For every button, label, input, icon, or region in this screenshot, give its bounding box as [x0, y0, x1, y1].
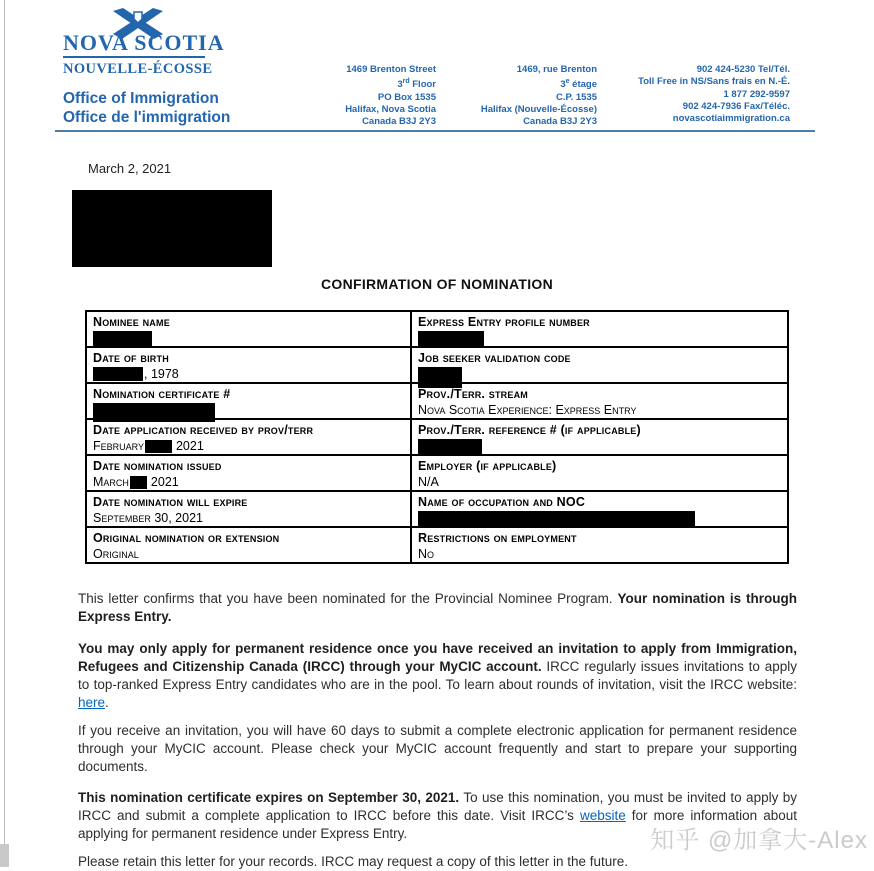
scrollbar-fragment: [0, 844, 9, 867]
cell-employer: [411, 455, 788, 491]
redacted-value: [418, 331, 484, 348]
logo-wordmark-en: NOVA SCOTIA: [63, 30, 225, 55]
logo-wordmark-fr: NOUVELLE-ÉCOSSE: [63, 61, 213, 77]
tollfree-line: Toll Free in NS/Sans frais en N.-É.: [638, 76, 790, 88]
cell-date-issued: [86, 455, 411, 491]
text-run: 2021: [150, 475, 179, 489]
field-label: Nomination certificate #: [93, 387, 231, 401]
field-label: Express Entry profile number: [418, 315, 590, 329]
letter-title: CONFIRMATION OF NOMINATION: [320, 276, 554, 292]
screenshot-left-edge-line: [4, 0, 5, 867]
table-row: [86, 491, 788, 527]
cell-job-seeker-code: [411, 347, 788, 383]
field-value: N/A: [418, 475, 439, 489]
field-label: Name of occupation and NOC: [418, 495, 586, 509]
cell-ee-profile-number: [411, 311, 788, 347]
website-line: novascotiaimmigration.ca: [672, 113, 790, 125]
field-label: Date application received by prov/terr: [93, 423, 314, 437]
text-run: 3: [397, 79, 403, 91]
address-line: [481, 76, 597, 91]
bold-run: You may only apply for permanent residence once you have received an invitation to apply from Immigration, Refugees and Citizenship Canada (IRCC) through your MyCIC account.: [78, 641, 797, 674]
table-row: [86, 419, 788, 455]
cell-date-received: [86, 419, 411, 455]
paragraph-60-days: [78, 722, 797, 776]
address-line: [345, 76, 436, 91]
cell-nominee-name: [86, 311, 411, 347]
field-value: [93, 439, 404, 454]
paragraph-confirmation: [78, 590, 797, 626]
fax-line: 902 424-7936 Fax/Téléc.: [682, 100, 790, 112]
link-ircc-rounds[interactable]: here: [78, 695, 106, 710]
text-run: IRCC regularly issues invitations to apply to top-ranked Express Entry candidates who are in the pool. To learn about rounds of invitation, visit the IRCC website:: [78, 659, 797, 692]
field-value: No: [418, 547, 435, 561]
field-value: Nova Scotia Experience: Express Entry: [418, 403, 637, 417]
text-run: To use this nomination, you must be invited to apply by IRCC and submit a complete application to IRCC before this date. Visit IRCC’s: [78, 790, 797, 823]
address-english: [345, 64, 436, 129]
address-line: 1469, rue Brenton: [516, 64, 597, 75]
field-value: September 30, 2021: [93, 511, 203, 525]
logo-office-fr: Office de l'immigration: [63, 109, 231, 126]
link-ircc-website[interactable]: website: [579, 808, 626, 823]
field-value: [93, 367, 404, 382]
cell-restrictions: [411, 527, 788, 563]
text-run: étage: [569, 79, 597, 91]
redacted-value: [130, 476, 147, 489]
text-run: February: [93, 439, 144, 453]
text-run: for more information about applying for permanent residence under Express Entry.: [78, 808, 797, 841]
cell-original-extension: [86, 527, 411, 563]
bold-run: This nomination certificate expires on September 30, 2021.: [78, 790, 460, 805]
redacted-recipient-block: [72, 190, 272, 267]
redacted-value: [145, 440, 172, 453]
contact-column: [638, 64, 790, 125]
address-line: PO Box 1535: [377, 91, 436, 103]
field-label: Employer (if applicable): [418, 459, 557, 473]
table-row: [86, 455, 788, 491]
address-line: Canada B3J 2Y3: [362, 116, 436, 128]
field-label: Prov./Terr. reference # (if applicable): [418, 423, 641, 437]
logo-office-en: Office of Immigration: [63, 90, 219, 107]
phone-line: 902 424-5230 Tel/Tél.: [696, 64, 790, 75]
cell-reference-number: [411, 419, 788, 455]
nomination-table: [85, 310, 789, 564]
letterhead-rule: [55, 130, 815, 132]
text-run: .: [105, 695, 109, 710]
redacted-value: [93, 331, 152, 348]
field-label: Job seeker validation code: [418, 351, 571, 365]
ordinal-superscript: rd: [402, 78, 410, 86]
field-label: Restrictions on employment: [418, 531, 577, 545]
field-value: [93, 475, 404, 490]
cell-date-of-birth: [86, 347, 411, 383]
cell-certificate-number: [86, 383, 411, 419]
table-row: [86, 347, 788, 383]
address-line: 1469 Brenton Street: [346, 64, 436, 75]
address-line: Canada B3J 2Y3: [523, 116, 597, 128]
text-run: Please retain this letter for your records. IRCC may request a copy of this letter in the future.: [78, 854, 628, 869]
letter-date: March 2, 2021: [88, 161, 172, 176]
field-value: Original: [93, 547, 139, 561]
cell-stream: [411, 383, 788, 419]
table-row: [86, 383, 788, 419]
logo-divider-rule: [63, 56, 205, 58]
paragraph-apply-invitation: [78, 640, 797, 712]
watermark: 知乎 @加拿大-Alex: [650, 827, 868, 854]
text-run: 2021: [175, 439, 204, 453]
ordinal-superscript: e: [565, 78, 570, 86]
field-label: Date nomination issued: [93, 459, 222, 473]
table-row: [86, 527, 788, 563]
nova-scotia-logo: [63, 8, 243, 126]
redacted-value: [418, 511, 695, 528]
tollfree-number: 1 877 292-9597: [723, 88, 790, 100]
address-line: Halifax, Nova Scotia: [345, 104, 436, 116]
field-label: Date of birth: [93, 351, 169, 365]
address-line: C.P. 1535: [555, 91, 597, 103]
field-label: Original nomination or extension: [93, 531, 280, 545]
redacted-value: [93, 367, 143, 381]
field-label: Prov./Terr. stream: [418, 387, 528, 401]
cell-occupation-noc: [411, 491, 788, 527]
text-run: 3: [560, 79, 566, 91]
field-label: Nominee name: [93, 315, 170, 329]
text-run: If you receive an invitation, you will have 60 days to submit a complete electronic application for permanent residence through your MyCIC account. Please check your MyCIC account frequently and start to prepare your supporting documents.: [78, 723, 797, 774]
text-run: Floor: [409, 79, 436, 91]
text-run: This letter confirms that you have been nominated for the Provincial Nominee Program.: [78, 591, 618, 606]
address-french: [481, 64, 597, 129]
text-run: March: [93, 475, 129, 489]
bold-run: Your nomination is through Express Entry.: [78, 591, 797, 624]
field-label: Date nomination will expire: [93, 495, 248, 509]
text-run: , 1978: [144, 367, 179, 381]
table-row: [86, 311, 788, 347]
cell-date-expire: [86, 491, 411, 527]
paragraph-retain: [78, 853, 797, 871]
redacted-value: [418, 439, 482, 456]
address-line: Halifax (Nouvelle-Écosse): [480, 104, 597, 116]
